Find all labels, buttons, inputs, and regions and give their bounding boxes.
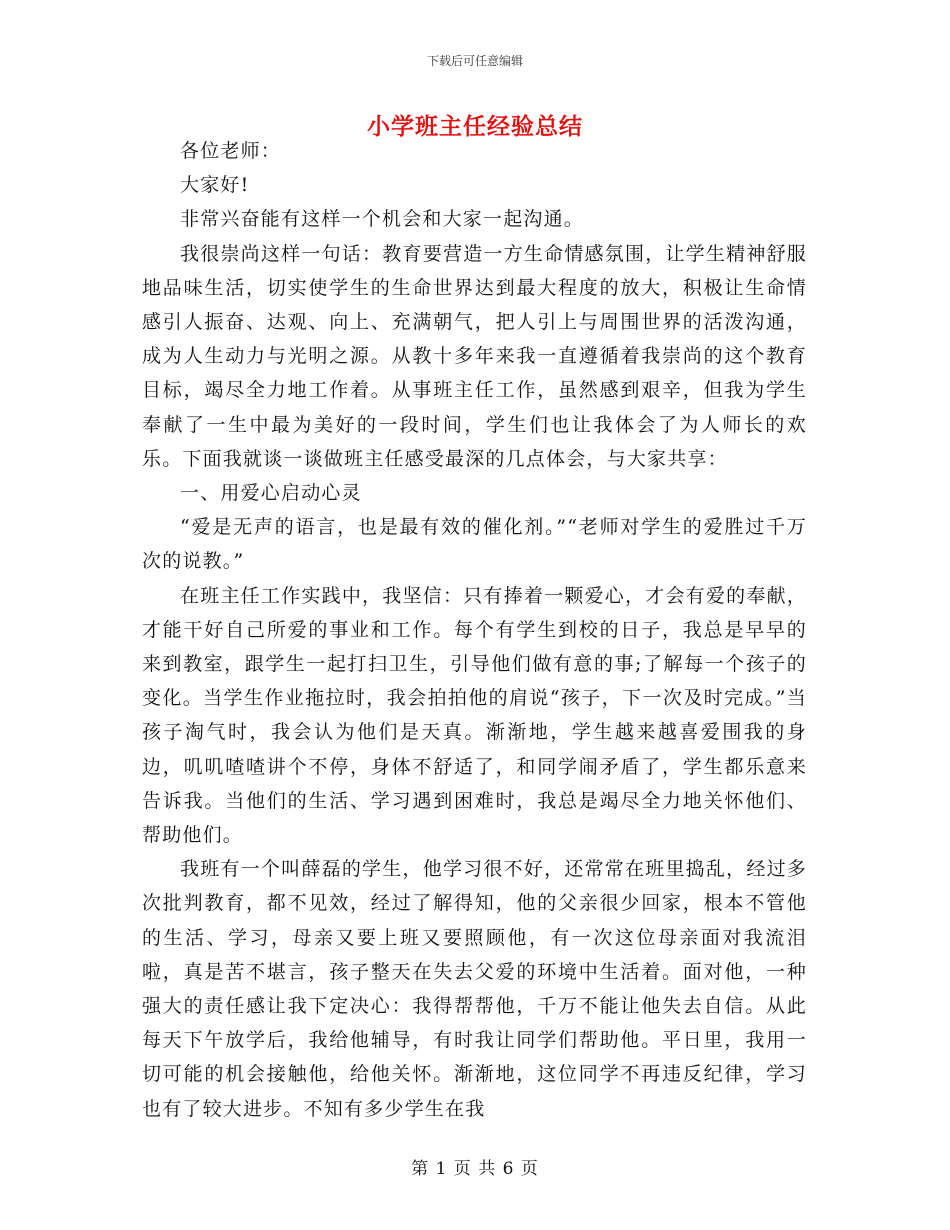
practice-paragraph: 在班主任工作实践中，我坚信：只有捧着一颗爱心，才会有爱的奉献，才能干好自己所爱的事业和工作。每个有学生到校的日子，我总是早早的来到教室，跟学生一起打扫卫生，引导他们做有意的事;了解每一个孩子的变化。当学生作业拖拉时，我会拍拍他的肩说“孩子，下一次及时完成。”当孩子淘气时，我会认为他们是天真。渐渐地，学生越来越喜爱围我的身边，叽叽喳喳讲个不停，身体不舒适了，和同学闹矛盾了，学生都乐意来告诉我。当他们的生活、学习遇到困难时，我总是竭尽全力地关怀他们、帮助他们。 <box>142 584 807 847</box>
section-heading: 一、用爱心启动心灵 <box>180 482 362 505</box>
page-header-note: 下载后可任意编辑 <box>426 54 523 68</box>
opening-paragraph: 非常兴奋能有这样一个机会和大家一起沟通。 <box>180 208 585 231</box>
student-story-paragraph: 我班有一个叫薛磊的学生，他学习很不好，还常常在班里捣乱，经过多次批判教育，都不见效，经过了解得知，他的父亲很少回家，根本不管他的生活、学习，母亲又要上班又要照顾他，有一次这位母亲面对我流泪啦，真是苦不堪言，孩子整天在失去父爱的环境中生活着。面对他，一种强大的责任感让我下定决心：我得帮帮他，千万不能让他失去自信。从此每天下午放学后，我给他辅导，有时我让同学们帮助他。平日里，我用一切可能的机会接触他，给他关怀。渐渐地，这位同学不再违反纪律，学习也有了较大进步。不知有多少学生在我 <box>142 858 807 1120</box>
salutation: 各位老师： <box>180 140 282 162</box>
greeting: 大家好! <box>180 174 250 197</box>
quote-paragraph: “爱是无声的语言，也是最有效的催化剂。”“老师对学生的爱胜过千万次的说教。” <box>142 516 807 573</box>
document-title: 小学班主任经验总结 <box>367 113 583 140</box>
document-body <box>142 134 807 1126</box>
intro-paragraph: 我很崇尚这样一句话：教育要营造一方生命情感氛围，让学生精神舒服地品味生活，切实使学生的生命世界达到最大程度的放大，积极让生命情感引人振奋、达观、向上、充满朝气，把人引上与周围世界的活泼沟通，成为人生动力与光明之源。从教十多年来我一直遵循着我崇尚的这个教育目标，竭尽全力地工作着。从事班主任工作，虽然感到艰辛，但我为学生奉献了一生中最为美好的一段时间，学生们也让我体会了为人师长的欢乐。下面我就谈一谈做班主任感受最深的几点体会，与大家共享： <box>142 242 807 470</box>
page-footer: 第 1 页 共 6 页 <box>411 1159 539 1179</box>
